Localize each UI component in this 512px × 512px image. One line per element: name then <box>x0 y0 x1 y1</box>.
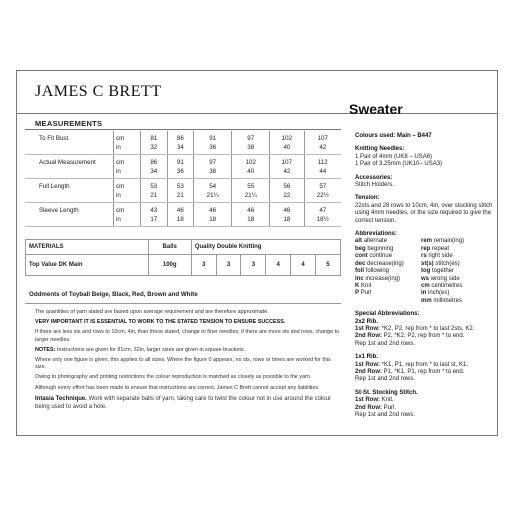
measurement-row <box>25 131 341 155</box>
rib11-row2 <box>355 369 495 376</box>
pattern-title: Sweater <box>349 101 403 117</box>
abbreviation-item <box>421 246 491 253</box>
abbreviation-item <box>355 283 417 290</box>
divider <box>25 129 341 130</box>
value-cm: 46 <box>209 207 217 214</box>
measurement-cell <box>270 179 304 203</box>
rib11-repeat: Rep 1st and 2nd rows. <box>355 376 416 383</box>
value-in: 34 <box>150 168 158 175</box>
abbreviation-key: rem <box>421 238 433 245</box>
abbreviation-meaning: continue <box>369 253 393 260</box>
value-in: 22½ <box>316 192 329 199</box>
abbreviation-item <box>355 253 417 260</box>
abbreviation-key: foll <box>355 268 364 275</box>
abbreviation-item <box>355 268 417 275</box>
abbreviation-item <box>421 261 491 268</box>
yarn-weight: 100g <box>148 255 191 276</box>
unit-label: cm <box>116 159 125 166</box>
abbreviation-key: cont <box>355 253 368 260</box>
measurement-cell <box>304 155 341 179</box>
measurement-row <box>25 203 341 227</box>
value-cm: 56 <box>283 183 291 190</box>
measurement-label: Actual Measurement <box>25 155 114 179</box>
abbreviation-meaning: centimetres <box>431 282 463 289</box>
balls-count: 3 <box>241 255 266 276</box>
value-in: 21¼ <box>244 192 257 199</box>
note-quantities: The quantities of yarn stated are based upon average requirement and are therefore approximate. <box>35 309 269 315</box>
note-figures: Where only one figure is given, this applies to all sizes. Where the figure 0 appears, no sts, rows or times are worked for this size. <box>35 357 331 371</box>
intasia-label: Intasia Technique. <box>35 395 87 402</box>
abbreviation-item <box>421 290 491 297</box>
measurement-cell <box>141 131 168 155</box>
unit-cell <box>114 203 141 227</box>
abbreviation-key: rep <box>421 245 431 252</box>
abbreviation-meaning: beginning <box>367 245 394 252</box>
unit-label: cm <box>116 207 125 214</box>
needle-item: 1 Pair of 3.25mm (UK10– USA3) <box>355 161 443 168</box>
rib11-section <box>355 354 495 384</box>
value-in: 42 <box>283 168 291 175</box>
tension-section <box>355 195 495 225</box>
abbreviation-meaning: Knit <box>361 282 372 289</box>
abbreviation-meaning: right side <box>428 253 453 260</box>
value-cm: 46 <box>176 207 184 214</box>
row-text: P2, *K2, P2, rep from * to end. <box>382 333 465 340</box>
stst-row2 <box>355 405 495 412</box>
value-cm: 47 <box>319 207 327 214</box>
abbreviation-meaning: remain(ing) <box>433 238 465 245</box>
abbreviation-key: K <box>355 282 360 289</box>
measurement-cell <box>141 155 168 179</box>
abbreviation-item <box>421 298 491 305</box>
abbreviation-key: dec <box>355 260 366 267</box>
abbreviation-item <box>355 290 417 297</box>
value-in: 40 <box>283 144 291 151</box>
note-sizes <box>35 347 341 354</box>
measurement-cell <box>232 155 270 179</box>
value-in: 21¼ <box>206 192 219 199</box>
special-heading: Special Abbreviations: <box>355 311 420 318</box>
abbreviation-item <box>421 253 491 260</box>
abbreviations-heading: Abbreviations: <box>355 231 398 238</box>
value-in: 17 <box>150 216 158 223</box>
rib22-row1 <box>355 326 495 333</box>
note-intasia <box>35 395 341 411</box>
abbreviation-meaning: inch(es) <box>428 290 450 297</box>
value-in: 18½ <box>316 216 329 223</box>
value-in: 38 <box>247 144 255 151</box>
abbreviation-item <box>355 276 417 283</box>
accessories-heading: Accessories: <box>355 174 393 181</box>
materials-label: MATERIALS <box>26 240 149 255</box>
measurement-cell <box>232 131 270 155</box>
unit-cell <box>114 155 141 179</box>
value-cm: 91 <box>176 159 184 166</box>
colours-used: Colours used: Main – B447 <box>355 133 432 139</box>
abbreviations-grid <box>355 238 495 305</box>
row-label: 2nd Row: <box>355 404 382 411</box>
abbreviation-key: st(s) <box>421 260 434 267</box>
oddments-text: Oddments of Toyball Beige, Black, Red, Brown and White <box>29 291 198 298</box>
value-in: 36 <box>209 144 217 151</box>
value-cm: 46 <box>247 207 255 214</box>
abbreviation-meaning: stitch(es) <box>435 260 460 267</box>
abbreviation-meaning: alternate <box>363 238 388 245</box>
value-cm: 55 <box>247 183 255 190</box>
value-in: 36 <box>176 168 184 175</box>
yarn-name: Top Value DK Main <box>26 255 149 276</box>
value-cm: 102 <box>245 159 256 166</box>
value-cm: 46 <box>283 207 291 214</box>
measurement-cell <box>167 203 194 227</box>
row-text: Purl. <box>382 404 397 411</box>
measurement-cell <box>270 131 304 155</box>
abbreviation-meaning: increase(ing) <box>365 275 401 282</box>
unit-label: cm <box>116 183 125 190</box>
abbreviation-item <box>355 238 417 245</box>
value-cm: 107 <box>317 135 328 142</box>
value-in: 22 <box>283 192 291 199</box>
unit-label: in <box>116 216 121 223</box>
abbreviation-key: tog <box>421 268 431 275</box>
abbreviation-key: P <box>355 290 360 297</box>
measurement-cell <box>232 179 270 203</box>
balls-count: 3 <box>191 255 216 276</box>
abbreviation-item <box>355 261 417 268</box>
abbreviation-item <box>421 283 491 290</box>
value-cm: 43 <box>150 207 158 214</box>
measurement-label: Full Length <box>25 179 114 203</box>
abbreviation-meaning: decrease(ing) <box>367 260 404 267</box>
stocking-stitch-section <box>355 390 495 420</box>
divider <box>25 303 341 304</box>
value-in: 34 <box>176 144 184 151</box>
balls-count: 4 <box>291 255 316 276</box>
value-cm: 54 <box>209 183 217 190</box>
measurement-cell <box>194 131 232 155</box>
special-abbreviations <box>355 311 495 348</box>
row-text: P1, *K1, P1, rep from * to end. <box>382 368 465 375</box>
unit-label: in <box>116 144 121 151</box>
materials-table <box>25 239 341 276</box>
value-in: 18 <box>209 216 217 223</box>
measurement-cell <box>304 131 341 155</box>
abbreviation-key: cm <box>421 282 430 289</box>
value-cm: 97 <box>209 159 217 166</box>
notes-block <box>35 309 341 414</box>
value-cm: 57 <box>319 183 327 190</box>
value-cm: 107 <box>281 159 293 166</box>
measurement-cell <box>194 155 232 179</box>
divider <box>17 113 497 114</box>
value-in: 18 <box>247 216 255 223</box>
abbreviation-meaning: together <box>432 268 455 275</box>
notes-label: NOTES: <box>35 346 56 353</box>
stst-repeat: Rep 1st and 2nd rows. <box>355 412 416 418</box>
abbreviation-item <box>421 238 491 245</box>
abbreviation-meaning: wrong side <box>430 275 460 282</box>
abbreviation-item <box>421 276 491 283</box>
abbreviation-item <box>355 246 417 253</box>
balls-count: 5 <box>315 255 340 276</box>
row-label: 1st Row: <box>355 325 381 332</box>
value-cm: 102 <box>281 135 293 142</box>
abbreviation-key: mm <box>421 297 432 304</box>
value-in: 42 <box>319 144 327 151</box>
balls-count: 4 <box>266 255 291 276</box>
abbreviation-meaning: repeat <box>432 245 450 252</box>
row-text: *K1, P1, rep from * to last st, K1. <box>380 361 469 368</box>
value-in: 21 <box>176 192 184 199</box>
unit-label: cm <box>116 135 125 142</box>
note-colour: Owing to photography and printing restrictions the colour reproduction is matched as closely as possible to the yarn. <box>35 374 312 381</box>
rib22-heading: 2x2 Rib. <box>355 318 379 325</box>
right-column <box>355 133 495 425</box>
value-in: 21 <box>150 192 158 199</box>
balls-count: 3 <box>216 255 241 276</box>
abbreviation-key: beg <box>355 245 366 252</box>
unit-cell <box>114 179 141 203</box>
abbreviation-meaning: millimetres <box>433 297 463 304</box>
row-label: 2nd Row: <box>355 368 382 375</box>
abbreviation-item <box>355 298 417 305</box>
measurement-cell <box>232 203 270 227</box>
needles-heading: Knitting Needles: <box>355 146 405 153</box>
needle-item: 1 Pair of 4mm (UK8 – USA6) <box>355 153 433 160</box>
row-text: Knit. <box>380 397 394 404</box>
measurement-cell <box>141 203 168 227</box>
measurement-cell <box>167 179 194 203</box>
abbreviation-key: inc <box>355 275 364 282</box>
pattern-sheet <box>16 70 498 436</box>
value-cm: 81 <box>150 135 158 142</box>
value-cm: 97 <box>247 135 255 142</box>
value-cm: 86 <box>176 135 184 142</box>
measurement-cell <box>194 203 232 227</box>
abbreviations-section <box>355 231 495 305</box>
measurement-label: To Fit Bust <box>25 131 114 155</box>
value-cm: 86 <box>150 159 158 166</box>
balls-label: Balls <box>148 240 191 255</box>
needles-section <box>355 146 495 168</box>
measurements-heading: MEASUREMENTS <box>35 119 103 128</box>
measurement-label: Sleeve Length <box>25 203 114 227</box>
measurements-table <box>25 131 341 227</box>
intasia-text: Work with separate balls of yarn, taking care to twist the colour not in use around the colour being used to avoid a hole. <box>35 395 331 410</box>
abbreviation-key: rs <box>421 253 427 260</box>
note-sizes-text: Instructions are given for 81cm, 32in, larger sizes are given in square brackets. <box>55 346 246 353</box>
accessories-section <box>355 175 495 190</box>
row-label: 1st Row: <box>355 397 381 404</box>
measurement-cell <box>194 179 232 203</box>
value-in: 18 <box>176 216 184 223</box>
quality-label: Quality Double Knitting <box>191 240 340 255</box>
value-in: 44 <box>319 168 327 175</box>
measurement-cell <box>270 203 304 227</box>
value-cm: 53 <box>176 183 184 190</box>
stst-heading: St-St. Stocking Stitch. <box>355 389 418 396</box>
measurement-cell <box>304 203 341 227</box>
abbreviation-meaning: Purl <box>360 290 372 297</box>
unit-label: in <box>116 168 121 175</box>
measurement-cell <box>141 179 168 203</box>
row-label: 1st Row: <box>355 361 381 368</box>
value-in: 40 <box>247 168 255 175</box>
note-needles: If there are less sts and rows to 10cm, 4in, than those stated, change to finer needles; if there are more sts and rows, change to larger needles. <box>35 329 340 343</box>
measurement-row <box>25 155 341 179</box>
measurement-cell <box>270 155 304 179</box>
unit-cell <box>114 131 141 155</box>
value-cm: 91 <box>209 135 217 142</box>
abbreviation-item <box>421 268 491 275</box>
abbreviation-key: alt <box>355 238 363 245</box>
abbreviation-meaning: following <box>365 268 390 275</box>
rib11-row1 <box>355 362 495 369</box>
tension-heading: Tension: <box>355 195 380 202</box>
measurement-row <box>25 179 341 203</box>
rib22-row2 <box>355 333 495 340</box>
abbreviation-key: in <box>421 290 427 297</box>
brand-logo: JAMES C BRETT <box>35 83 162 100</box>
value-in: 32 <box>150 144 158 151</box>
row-text: *K2, P2, rep from * to last 2sts, K2. <box>380 325 475 332</box>
measurement-cell <box>167 155 194 179</box>
measurement-cell <box>304 179 341 203</box>
measurement-cell <box>167 131 194 155</box>
note-tension-warning: VERY IMPORTANT IT IS ESSENTIAL TO WORK TO THE STATED TENSION TO ENSURE SUCCESS. <box>35 319 286 326</box>
row-label: 2nd Row: <box>355 333 382 340</box>
value-cm: 112 <box>317 159 328 166</box>
tension-text: 22sts and 28 rows to 10cm, 4in, over stocking stitch using 4mm needles, or the size required to give the correct tension. <box>355 202 493 224</box>
accessories-text: Stitch Holders. <box>355 182 395 189</box>
stst-row1 <box>355 397 495 404</box>
note-liability: Although every effort has been made to ensure that instructions are correct, James C Brett cannot accept any liabilities. <box>35 384 320 391</box>
rib11-heading: 1x1 Rib. <box>355 354 379 361</box>
value-in: 38 <box>209 168 217 175</box>
rib22-repeat: Rep 1st and 2nd rows. <box>355 340 416 347</box>
abbreviation-key: ws <box>421 275 430 282</box>
value-cm: 53 <box>150 183 158 190</box>
value-in: 18 <box>283 216 291 223</box>
unit-label: in <box>116 192 121 199</box>
